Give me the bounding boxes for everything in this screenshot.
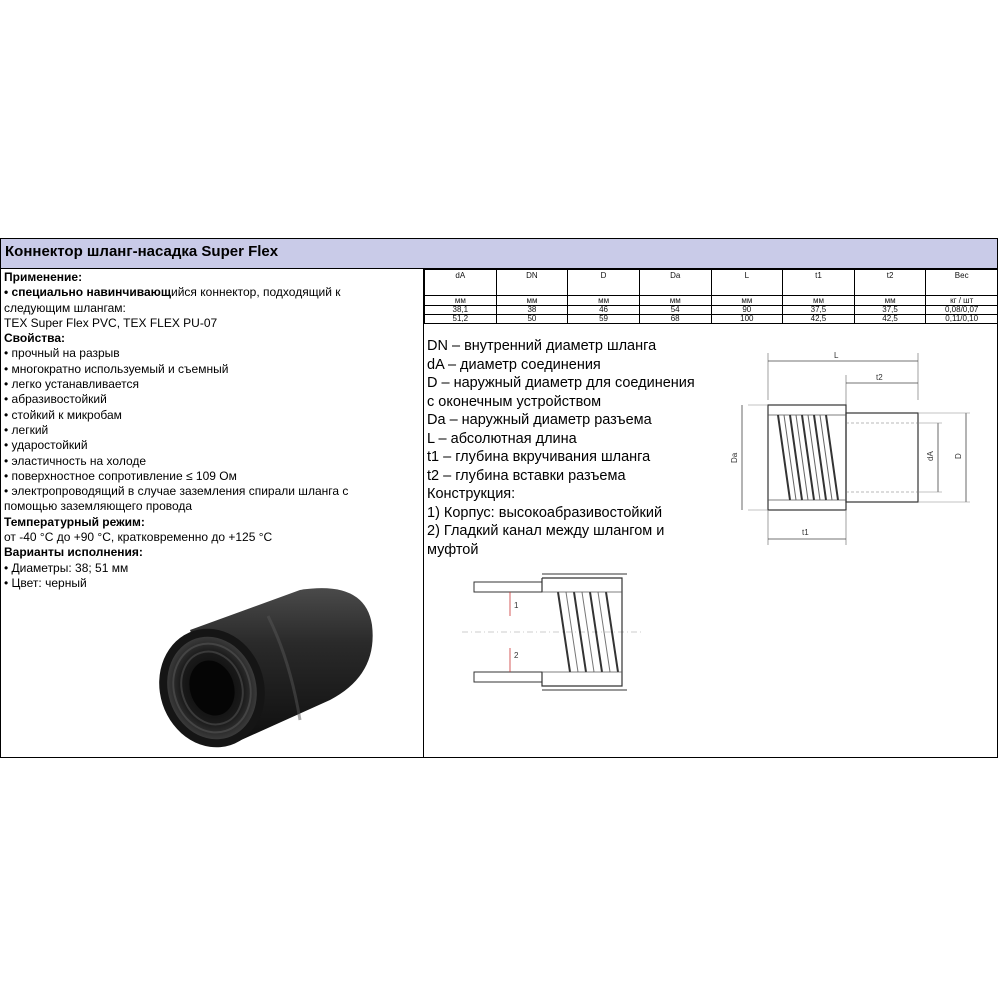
hoses-list: TEX Super Flex PVC, TEX FLEX PU-07 <box>4 315 218 330</box>
label-t2: t2 <box>876 373 883 382</box>
application-rest: ийся коннектор, подходящий к <box>171 285 341 300</box>
label-t1: t1 <box>802 528 809 537</box>
construction-drawing <box>462 568 642 708</box>
spec-header: dA <box>425 270 497 296</box>
spec-unit: мм <box>425 296 497 306</box>
spec-unit: мм <box>783 296 855 306</box>
spec-header: Вес <box>926 270 998 296</box>
property-item: • стойкий к микробам <box>4 407 122 422</box>
spec-cell: 51,2 <box>425 315 497 324</box>
spec-unit: мм <box>854 296 926 306</box>
spec-cell: 42,5 <box>783 315 855 324</box>
property-item: • эластичность на холоде <box>4 453 147 468</box>
spec-cell: 0,08/0,07 <box>926 306 998 315</box>
property-item: • электропроводящий в случае заземления спирали шланга с <box>4 484 349 499</box>
application-bold: • специально навинчивающ <box>4 285 172 300</box>
variant-item: • Цвет: черный <box>4 575 87 590</box>
spec-unit: мм <box>711 296 783 306</box>
application-line <box>4 285 420 300</box>
spec-unit: мм <box>568 296 640 306</box>
spec-header: D <box>568 270 640 296</box>
properties-heading: Свойства: <box>4 331 66 346</box>
variant-item: • Диаметры: 38; 51 мм <box>4 560 129 575</box>
spec-header: Da <box>639 270 711 296</box>
table-row <box>425 306 998 315</box>
property-item: • легко устанавливается <box>4 377 140 392</box>
legend-line: 2) Гладкий канал между шлангом и <box>427 523 665 539</box>
legend-line: D – наружный диаметр для соединения <box>427 375 695 391</box>
spec-unit: мм <box>639 296 711 306</box>
label-D: D <box>954 453 963 459</box>
table-row <box>425 315 998 324</box>
label-2: 2 <box>514 651 519 660</box>
property-item: • абразивостойкий <box>4 392 107 407</box>
spec-cell: 37,5 <box>854 306 926 315</box>
spec-header: t1 <box>783 270 855 296</box>
spec-cell: 42,5 <box>854 315 926 324</box>
label-dA: dA <box>926 451 935 461</box>
legend-line: L – абсолютная длина <box>427 430 577 447</box>
legend-line: t2 – глубина вставки разъема <box>427 467 626 484</box>
spec-cell: 38,1 <box>425 306 497 315</box>
temperature-value: от -40 °С до +90 °С, кратковременно до +125 °С <box>4 530 273 545</box>
spec-table <box>424 269 999 336</box>
description-column <box>4 270 420 591</box>
label-Da: Da <box>730 452 739 463</box>
page-title: Коннектор шланг-насадка Super Flex <box>5 243 279 260</box>
spec-unit: мм <box>496 296 568 306</box>
label-1: 1 <box>514 601 519 610</box>
legend-line: Da – наружный диаметр разъема <box>427 412 652 428</box>
spec-header: t2 <box>854 270 926 296</box>
legend-line: Конструкция: <box>427 486 516 502</box>
spec-cell: 0,11/0,10 <box>926 315 998 324</box>
title-bar <box>1 239 997 269</box>
application-line-2: следующим шлангам: <box>4 300 126 315</box>
label-L: L <box>834 351 839 360</box>
spec-cell: 54 <box>639 306 711 315</box>
property-item: • прочный на разрыв <box>4 346 120 361</box>
legend-line: муфтой <box>427 541 479 558</box>
spec-unit: кг / шт <box>926 296 998 306</box>
property-item: • поверхностное сопротивление ≤ 109 Ом <box>4 468 237 483</box>
property-item: • легкий <box>4 422 49 437</box>
legend-line: 1) Корпус: высокоабразивостойкий <box>427 504 663 521</box>
variants-heading: Варианты исполнения: <box>4 545 143 560</box>
legend-line: t1 – глубина вкручивания шланга <box>427 449 651 465</box>
temperature-heading: Температурный режим: <box>4 514 145 529</box>
spec-cell: 46 <box>568 306 640 315</box>
spec-cell: 90 <box>711 306 783 315</box>
spec-header: DN <box>496 270 568 296</box>
spec-cell: 37,5 <box>783 306 855 315</box>
legend-line: с оконечным устройством <box>427 393 602 410</box>
property-item: помощью заземляющего провода <box>4 499 193 514</box>
application-heading: Применение: <box>4 270 83 284</box>
property-item: • многократно используемый и съемный <box>4 361 229 376</box>
legend-line: dA – диаметр соединения <box>427 356 601 373</box>
dimension-drawing <box>728 345 988 555</box>
spec-cell: 38 <box>496 306 568 315</box>
spec-cell: 68 <box>639 315 711 324</box>
column-divider <box>423 269 424 757</box>
connector-photo <box>150 580 390 755</box>
spec-cell: 59 <box>568 315 640 324</box>
spec-header: L <box>711 270 783 296</box>
legend-line: DN – внутренний диаметр шланга <box>427 338 657 354</box>
dimension-legend <box>427 337 727 559</box>
spec-cell: 100 <box>711 315 783 324</box>
spec-cell: 50 <box>496 315 568 324</box>
property-item: • ударостойкий <box>4 438 88 453</box>
